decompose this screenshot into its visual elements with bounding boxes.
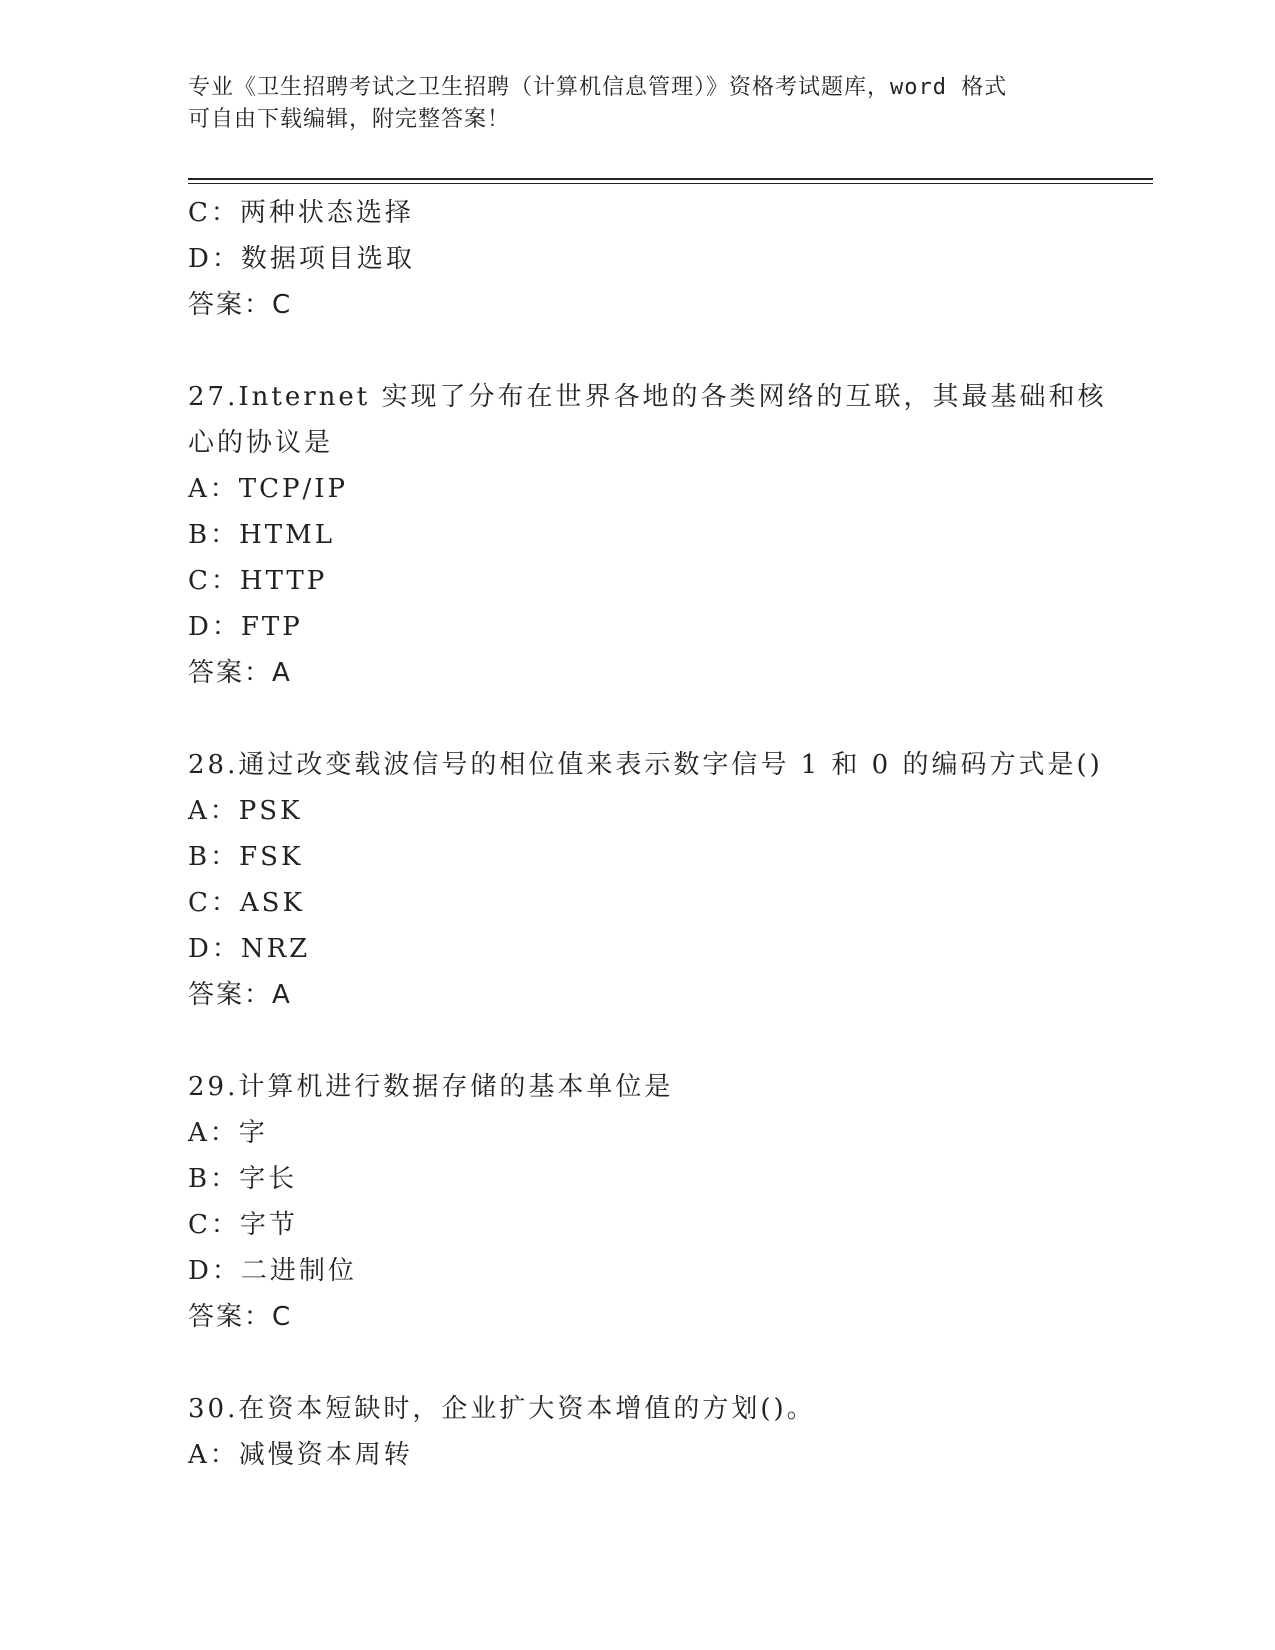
option-c: C：ASK xyxy=(188,888,305,918)
spacer xyxy=(188,328,1153,374)
header-divider-thin xyxy=(188,183,1153,184)
question-30 xyxy=(188,1386,1153,1478)
document-header xyxy=(188,72,1088,136)
option-d: D：二进制位 xyxy=(188,1256,357,1286)
spacer xyxy=(188,1340,1153,1386)
question-stem: 28.通过改变载波信号的相位值来表示数字信号 1 和 0 的编码方式是() xyxy=(188,750,1103,780)
option-b: B：HTML xyxy=(188,520,336,550)
question-stem-line-2: 心的协议是 xyxy=(188,428,334,458)
option-c: C：两种状态选择 xyxy=(188,198,414,228)
header-line-2: 可自由下载编辑，附完整答案！ xyxy=(188,107,511,132)
option-a: A：字 xyxy=(188,1118,268,1148)
option-a: A：减慢资本周转 xyxy=(188,1440,413,1470)
question-stem: 30.在资本短缺时，企业扩大资本增值的方划()。 xyxy=(188,1394,816,1424)
answer-label: 答案：C xyxy=(188,1302,293,1332)
header-divider-thick xyxy=(188,178,1153,180)
option-d: D：数据项目选取 xyxy=(188,244,415,274)
option-c: C：字节 xyxy=(188,1210,298,1240)
question-28 xyxy=(188,742,1153,1018)
question-29 xyxy=(188,1064,1153,1340)
question-stem: 29.计算机进行数据存储的基本单位是 xyxy=(188,1072,674,1102)
option-b: B：FSK xyxy=(188,842,304,872)
option-a: A：TCP/IP xyxy=(188,474,349,504)
option-c: C：HTTP xyxy=(188,566,328,596)
option-a: A：PSK xyxy=(188,796,303,826)
option-d: D：FTP xyxy=(188,612,303,642)
answer-label: 答案：C xyxy=(188,290,293,320)
question-list xyxy=(188,190,1153,1478)
question-27 xyxy=(188,374,1153,696)
header-line-1: 专业《卫生招聘考试之卫生招聘（计算机信息管理）》资格考试题库，word 格式 xyxy=(188,75,1008,100)
option-d: D：NRZ xyxy=(188,934,311,964)
question-stem-line-1: 27.Internet 实现了分布在世界各地的各类网络的互联，其最基础和核 xyxy=(188,382,1107,412)
answer-label: 答案：A xyxy=(188,980,292,1010)
spacer xyxy=(188,1018,1153,1064)
answer-label: 答案：A xyxy=(188,658,292,688)
option-b: B：字长 xyxy=(188,1164,298,1194)
question-26-tail xyxy=(188,190,1153,328)
spacer xyxy=(188,696,1153,742)
